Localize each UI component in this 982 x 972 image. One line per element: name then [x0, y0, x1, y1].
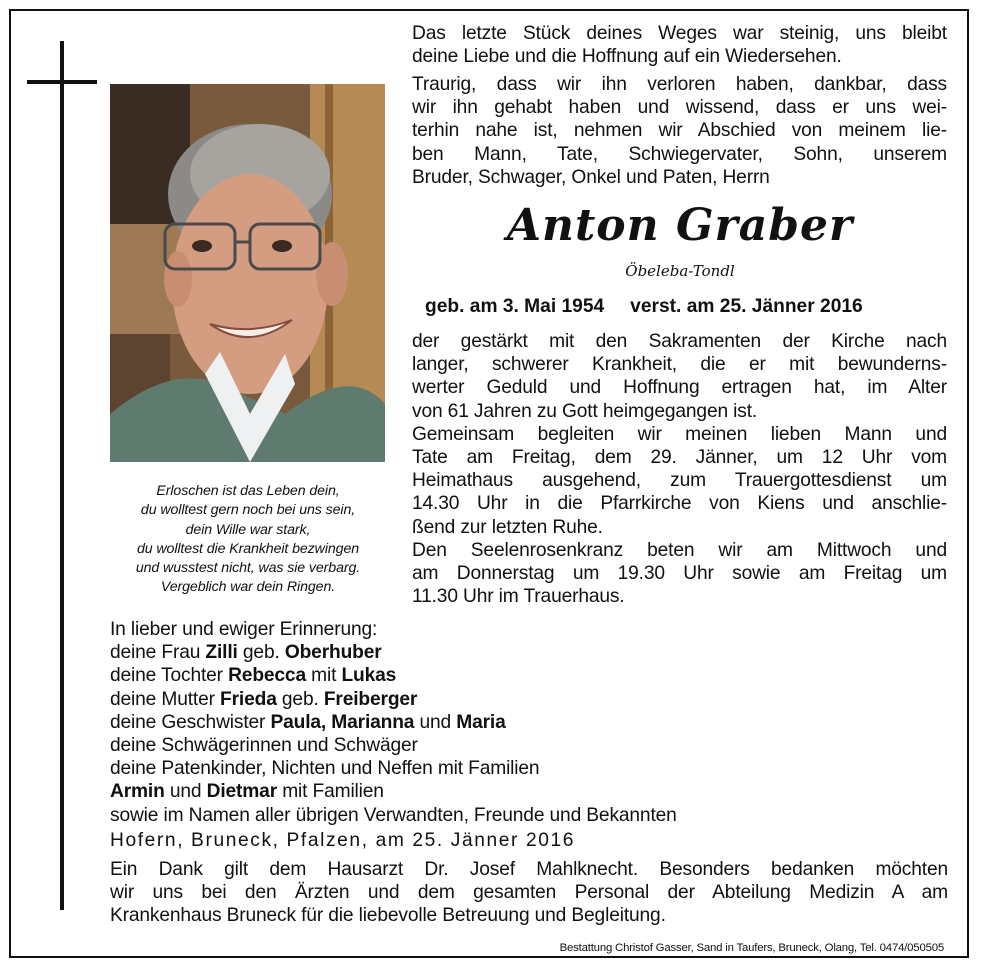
family-name: Oberhuber — [284, 642, 382, 664]
family-line — [110, 734, 810, 757]
family-line — [110, 757, 810, 780]
text-line: Ein Dank gilt dem Hausarzt Dr. Josef Mahlknecht. Besonders bedanken möchten — [110, 859, 948, 880]
text-line: von 61 Jahren zu Gott heimgegangen ist. — [412, 400, 758, 422]
family-name: Armin — [110, 781, 165, 803]
family-heading: In lieber und ewiger Erinnerung: — [110, 619, 378, 640]
family-text: geb. — [276, 688, 324, 710]
life-dates — [425, 296, 863, 318]
family-name: Dietmar — [206, 781, 278, 803]
family-lines — [110, 641, 810, 827]
family-name: Rebecca — [228, 665, 306, 687]
text-line: ben Mann, Tate, Schwiegervater, Sohn, unserem — [412, 143, 947, 165]
intro-quote — [412, 22, 947, 68]
poem-line: dein Wille war stark, — [185, 521, 311, 538]
family-text: mit — [305, 665, 342, 687]
family-text: und — [164, 781, 207, 803]
place-and-date: Hofern, Bruneck, Pfalzen, am 25. Jänner 2016 — [110, 830, 576, 851]
family-line — [110, 711, 810, 734]
family-name: Frieda — [220, 688, 277, 710]
cross-icon-bar — [27, 80, 97, 84]
poem-line: Vergeblich war dein Ringen. — [160, 579, 336, 596]
text-line: am Donnerstag um 19.30 Uhr sowie am Freitag um — [412, 563, 947, 585]
family-line — [110, 664, 810, 687]
family-name: Zilli — [205, 642, 238, 664]
text-line: langer, schwerer Krankheit, die er mit bewunderns- — [412, 354, 947, 376]
family-text: mit Familien — [277, 781, 384, 803]
family-text: deine Mutter — [110, 688, 221, 710]
death-date: verst. am 25. Jänner 2016 — [630, 296, 863, 317]
funeral-home-footer: Bestattung Christof Gasser, Sand in Taufers, Bruneck, Olang, Tel. 0474/050505 — [559, 942, 944, 954]
poem-line: Erloschen ist das Leben dein, — [156, 483, 340, 499]
family-name: Maria — [456, 711, 506, 733]
family-text: sowie im Namen aller übrigen Verwandten, Freunde und Bekannten — [110, 804, 677, 826]
poem-line: du wolltest gern noch bei uns sein, — [140, 502, 356, 519]
family-line — [110, 780, 810, 803]
family-text: deine Patenkinder, Nichten und Neffen mit Familien — [110, 758, 540, 780]
family-line — [110, 641, 810, 664]
family-name: Freiberger — [323, 688, 418, 710]
portrait-photo — [110, 84, 385, 462]
text-line: deine Liebe und die Hoffnung auf ein Wiedersehen. — [412, 46, 842, 68]
text-line: Krankenhaus Bruneck für die liebevolle Betreuung und Begleitung. — [110, 905, 666, 927]
deceased-name: Anton Graber — [506, 200, 854, 251]
text-line: Den Seelenrosenkranz beten wir am Mittwoch und — [412, 539, 947, 561]
text-line: wir uns bei den Ärzten und dem gesamten Personal der Abteilung Medizin A am — [110, 882, 948, 904]
text-line: Tate am Freitag, dem 29. Jänner, um 12 Uhr vom — [412, 447, 947, 469]
text-line: wir ihn gehabt haben und wissend, dass er uns wei- — [412, 97, 947, 119]
family-text: deine Tochter — [110, 665, 229, 687]
family-text: und — [414, 711, 457, 733]
text-line: Das letzte Stück deines Weges war steinig, uns bleibt — [412, 23, 947, 44]
family-text: deine Geschwister — [110, 711, 271, 733]
family-line — [110, 804, 810, 827]
poem-line: du wolltest die Krankheit bezwingen — [136, 540, 360, 557]
birth-date: geb. am 3. Mai 1954 — [425, 296, 605, 317]
text-line: Heimathaus ausgehend, zum Trauergottesdienst um — [412, 470, 947, 492]
text-line: Bruder, Schwager, Onkel und Paten, Herrn — [412, 166, 770, 188]
cross-icon — [60, 41, 64, 910]
family-text: deine Frau — [110, 642, 206, 664]
family-text: deine Schwägerinnen und Schwäger — [110, 735, 418, 757]
poem — [98, 482, 398, 598]
announcement-text — [412, 73, 947, 189]
text-line: Gemeinsam begleiten wir meinen lieben Mann und — [412, 423, 947, 445]
family-list — [110, 618, 810, 827]
deceased-nickname: Öbeleba-Tondl — [625, 262, 735, 280]
text-line: werter Geduld und Hoffnung ertragen hat, im Alter — [412, 377, 947, 399]
text-line: der gestärkt mit den Sakramenten der Kirche nach — [412, 331, 947, 352]
text-line: ßend zur letzten Ruhe. — [412, 516, 603, 538]
family-line — [110, 688, 810, 711]
text-line: Traurig, dass wir ihn verloren haben, dankbar, dass — [412, 74, 947, 95]
thanks-text — [110, 858, 948, 928]
text-line: terhin nahe ist, nehmen wir Abschied von meinem lie- — [412, 120, 947, 142]
family-text: geb. — [237, 642, 285, 664]
family-name: Paula, Marianna — [270, 711, 415, 733]
text-line: 14.30 Uhr in die Pfarrkirche von Kiens und anschlie- — [412, 493, 947, 515]
family-name: Lukas — [341, 665, 397, 687]
text-line: 11.30 Uhr im Trauerhaus. — [412, 586, 625, 608]
funeral-details — [412, 330, 947, 608]
poem-line: und wusstest nicht, was sie verbarg. — [135, 560, 361, 577]
